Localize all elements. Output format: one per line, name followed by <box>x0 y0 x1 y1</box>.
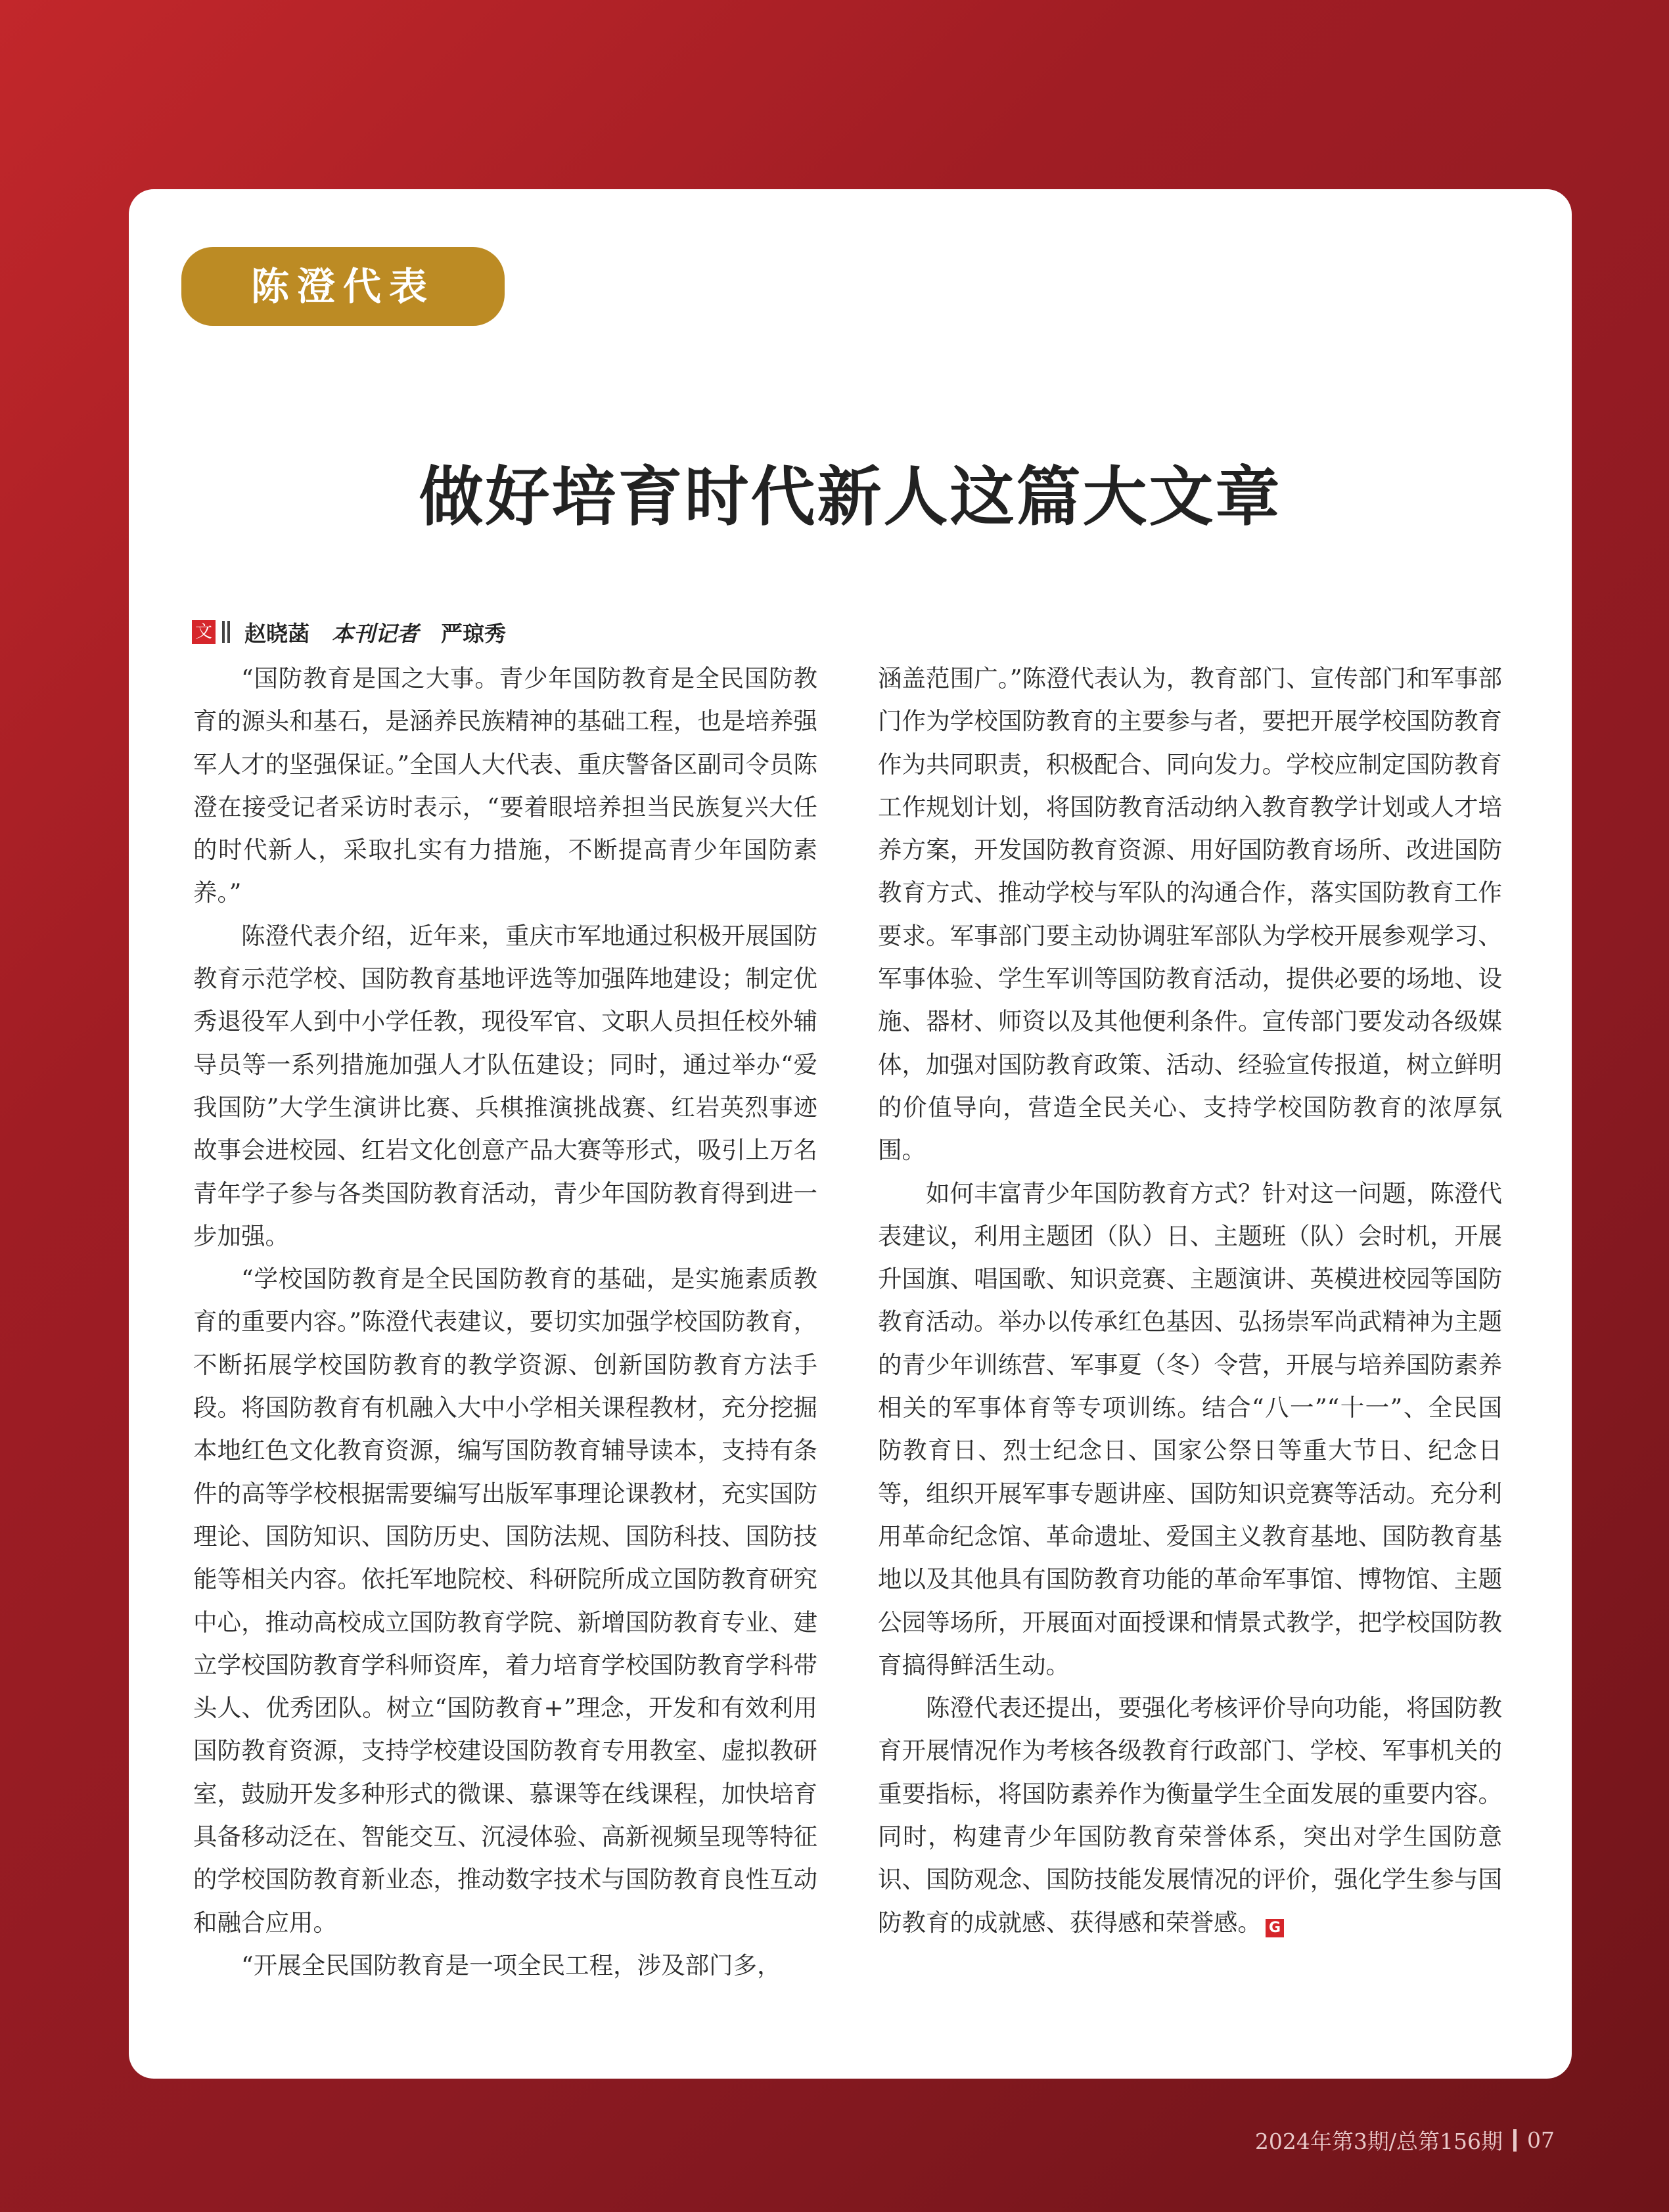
reporter-name: 严琼秀 <box>441 620 506 646</box>
article-card <box>129 189 1572 2079</box>
column-tag: 陈澄代表 <box>181 247 505 326</box>
divider <box>227 621 230 643</box>
byline <box>192 618 506 646</box>
paragraph: 陈澄代表介绍，近年来，重庆市军地通过积极开展国防教育示范学校、国防教育基地评选等加强阵地建设；制定优秀退役军人到中小学任教，现役军官、文职人员担任校外辅导员等一系列措施加强人才队伍建设；同时，通过举办“爱我国防”大学生演讲比赛、兵棋推演挑战赛、红岩英烈事迹故事会进校园、红岩文化创意产品大赛等形式，吸引上万名青年学子参与各类国防教育活动，青少年国防教育得到进一步加强。 <box>193 921 817 1250</box>
text-icon: 文 <box>192 620 216 644</box>
end-mark-icon: G <box>1266 1919 1284 1937</box>
text-column-right <box>878 657 1502 1944</box>
paragraph: “国防教育是国之大事。青少年国防教育是全民国防教育的源头和基石，是涵养民族精神的基础工程，也是培养强军人才的坚强保证。”全国人大代表、重庆警备区副司令员陈澄在接受记者采访时表示，“要着眼培养担当民族复兴大任的时代新人，采取扎实有力措施，不断提高青少年国防素养。” <box>193 664 817 907</box>
page-footer <box>1255 2125 1555 2156</box>
paragraph: “学校国防教育是全民国防教育的基础，是实施素质教育的重要内容。”陈澄代表建议，要切实加强学校国防教育，不断拓展学校国防教育的教学资源、创新国防教育方法手段。将国防教育有机融入大中小学相关课程教材，充分挖掘本地红色文化教育资源，编写国防教育辅导读本，支持有条件的高等学校根据需要编写出版军事理论课教材，充实国防理论、国防知识、国防历史、国防法规、国防科技、国防技能等相关内容。依托军地院校、科研院所成立国防教育研究中心，推动高校成立国防教育学院、新增国防教育专业、建立学校国防教育学科师资库，着力培育学校国防教育学科带头人、优秀团队。树立“国防教育+”理念，开发和有效利用国防教育资源，支持学校建设国防教育专用教室、虚拟教研室，鼓励开发多种形式的微课、慕课等在线课程，加快培育具备移动泛在、智能交互、沉浸体验、高新视频呈现等特征的学校国防教育新业态，推动数字技术与国防教育良性互动和融合应用。 <box>193 1265 817 1937</box>
paragraph: “开展全民国防教育是一项全民工程，涉及部门多， <box>241 1951 781 1979</box>
paragraph: 涵盖范围广。”陈澄代表认为，教育部门、宣传部门和军事部门作为学校国防教育的主要参与者，要把开展学校国防教育作为共同职责，积极配合、同向发力。学校应制定国防教育工作规划计划，将国防教育活动纳入教育教学计划或人才培养方案，开发国防教育资源、用好国防教育场所、改进国防教育方式、推动学校与军队的沟通合作，落实国防教育工作要求。军事部门要主动协调驻军部队为学校开展参观学习、军事体验、学生军训等国防教育活动，提供必要的场地、设施、器材、师资以及其他便利条件。宣传部门要发动各级媒体，加强对国防教育政策、活动、经验宣传报道，树立鲜明的价值导向，营造全民关心、支持学校国防教育的浓厚氛围。 <box>878 664 1502 1165</box>
issue-info: 2024年第3期/总第156期 <box>1254 2129 1503 2154</box>
text-column-left <box>193 657 817 1987</box>
author-name: 赵晓菡 <box>244 620 309 646</box>
footer-divider <box>1513 2129 1517 2152</box>
author-role: 本刊记者 <box>332 620 419 646</box>
paragraph <box>878 1686 1502 1944</box>
page-number: 07 <box>1527 2127 1555 2153</box>
paragraph-text: 陈澄代表还提出，要强化考核评价导向功能，将国防教育开展情况作为考核各级教育行政部门、学校、军事机关的重要指标，将国防素养作为衡量学生全面发展的重要内容。同时，构建青少年国防教育荣誉体系，突出对学生国防意识、国防观念、国防技能发展情况的评价，强化学生参与国防教育的成就感、获得感和荣誉感。 <box>878 1694 1502 1937</box>
paragraph: 如何丰富青少年国防教育方式？针对这一问题，陈澄代表建议，利用主题团（队）日、主题班（队）会时机，开展升国旗、唱国歌、知识竞赛、主题演讲、英模进校园等国防教育活动。举办以传承红色基因、弘扬崇军尚武精神为主题的青少年训练营、军事夏（冬）令营，开展与培养国防素养相关的军事体育等专项训练。结合“八一”“十一”、全民国防教育日、烈士纪念日、国家公祭日等重大节日、纪念日等，组织开展军事专题讲座、国防知识竞赛等活动。充分利用革命纪念馆、革命遗址、爱国主义教育基地、国防教育基地以及其他具有国防教育功能的革命军事馆、博物馆、主题公园等场所，开展面对面授课和情景式教学，把学校国防教育搞得鲜活生动。 <box>878 1179 1502 1679</box>
divider <box>222 621 225 643</box>
article-title: 做好培育时代新人这篇大文章 <box>419 460 1282 535</box>
